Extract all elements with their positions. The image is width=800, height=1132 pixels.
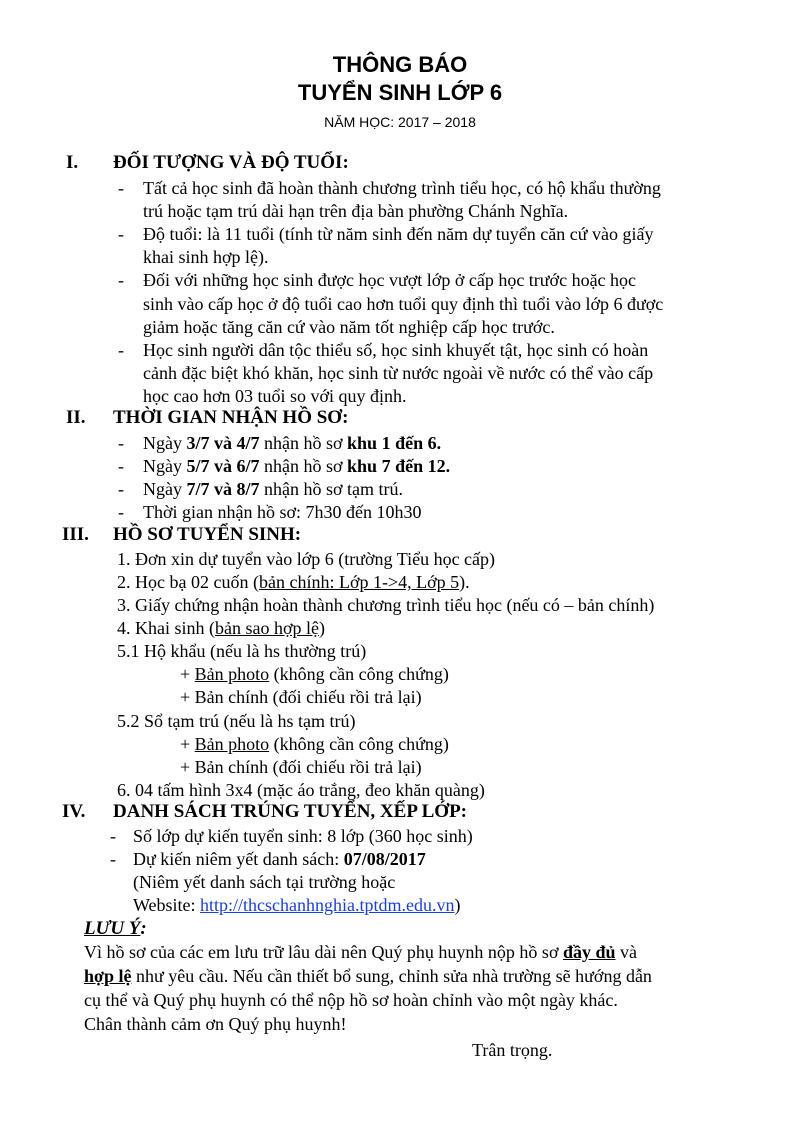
s2-row3 bbox=[143, 479, 403, 500]
s1-b1-line1: Tất cả học sinh đã hoàn thành chương trình tiểu học, có hộ khẩu thường bbox=[143, 178, 661, 198]
note-colon: : bbox=[140, 918, 147, 939]
section-4-number: IV. bbox=[62, 801, 86, 822]
text: nhận hồ sơ bbox=[259, 433, 348, 453]
emphasis-valid: hợp lệ bbox=[84, 966, 132, 986]
text: (không cần công chứng) bbox=[269, 734, 449, 754]
text: Ngày bbox=[143, 433, 187, 453]
s3-item5-2: 5.2 Sổ tạm trú (nếu là hs tạm trú) bbox=[117, 711, 356, 731]
doc-title-1: THÔNG BÁO bbox=[332, 52, 468, 77]
text: + bbox=[180, 664, 195, 684]
section-1-title: ĐỐI TƯỢNG VÀ ĐỘ TUỔI: bbox=[113, 152, 349, 173]
s1-b1-line2: trú hoặc tạm trú dài hạn trên địa bàn phường Chánh Nghĩa. bbox=[143, 201, 569, 221]
bullet-dash: - bbox=[110, 849, 116, 869]
text: ). bbox=[459, 572, 470, 592]
s3-item5-1: 5.1 Hộ khẩu (nếu là hs thường trú) bbox=[117, 641, 367, 661]
note-title bbox=[84, 918, 147, 940]
note-line3: cụ thể và Quý phụ huynh có thể nộp hồ sơ hoàn chỉnh vào một ngày khác. bbox=[84, 990, 618, 1010]
text: 2. Học bạ 02 cuốn ( bbox=[117, 572, 259, 592]
s1-b2-line2: khai sinh hợp lệ). bbox=[143, 247, 269, 267]
note-line1 bbox=[84, 942, 637, 963]
s1-b2-line1: Độ tuổi: là 11 tuổi (tính từ năm sinh đến năm dự tuyển căn cứ vào giấy bbox=[143, 224, 654, 244]
s4-row3: (Niêm yết danh sách tại trường hoặc bbox=[133, 872, 396, 892]
s3-item5-2-photo bbox=[180, 734, 449, 755]
s1-b4-line3: học cao hơn 03 tuổi so với quy định. bbox=[143, 386, 407, 406]
bullet-dash: - bbox=[118, 178, 124, 198]
s1-b3-line1: Đối với những học sinh được học vượt lớp ở cấp học trước hoặc học bbox=[143, 270, 637, 290]
s2-row2 bbox=[143, 456, 450, 477]
bullet-dash: - bbox=[110, 826, 116, 846]
note-title-text: LƯU Ý bbox=[84, 918, 141, 939]
underlined-text: Bản photo bbox=[194, 734, 270, 754]
bullet-dash: - bbox=[118, 502, 124, 522]
underlined-text: bản chính: Lớp 1->4, Lớp 5 bbox=[258, 572, 460, 592]
s4-row2 bbox=[133, 849, 426, 870]
section-3-title: HỒ SƠ TUYỂN SINH: bbox=[113, 524, 302, 545]
text: như yêu cầu. Nếu cần thiết bổ sung, chỉnh sửa nhà trường sẽ hướng dẫn bbox=[131, 966, 652, 986]
text: Dự kiến niêm yết danh sách: bbox=[133, 849, 344, 869]
text: Website: bbox=[133, 895, 201, 915]
text: ) bbox=[319, 618, 325, 638]
bullet-dash: - bbox=[118, 340, 124, 360]
bullet-dash: - bbox=[118, 479, 124, 499]
bullet-dash: - bbox=[118, 224, 124, 244]
s1-b4-line2: cảnh đặc biệt khó khăn, học sinh từ nước ngoài về nước có thể vào cấp bbox=[143, 363, 654, 383]
section-1-number: I. bbox=[66, 152, 79, 173]
note-line2 bbox=[84, 966, 652, 987]
area-range: khu 7 đến 12. bbox=[347, 456, 451, 476]
doc-title-2: TUYỂN SINH LỚP 6 bbox=[297, 80, 503, 105]
s1-b4-line1: Học sinh người dân tộc thiểu số, học sinh khuyết tật, học sinh có hoàn bbox=[143, 340, 649, 360]
date-range: 3/7 và 4/7 bbox=[186, 433, 260, 453]
s2-row1 bbox=[143, 433, 441, 454]
emphasis-complete: đầy đủ bbox=[562, 942, 616, 962]
bullet-dash: - bbox=[118, 456, 124, 476]
s2-row4: Thời gian nhận hồ sơ: 7h30 đến 10h30 bbox=[143, 502, 422, 522]
s3-item5-1-photo bbox=[180, 664, 449, 685]
text: nhận hồ sơ bbox=[259, 456, 348, 476]
underlined-text: bản sao hợp lệ bbox=[215, 618, 319, 638]
text: 4. Khai sinh ( bbox=[117, 618, 215, 638]
date-range: 7/7 và 8/7 bbox=[186, 479, 260, 499]
text: và bbox=[615, 942, 638, 962]
s3-item5-2-original: + Bản chính (đối chiếu rồi trả lại) bbox=[180, 757, 422, 777]
section-2-title: THỜI GIAN NHẬN HỒ SƠ: bbox=[113, 407, 349, 428]
s1-b3-line3: giảm hoặc tăng căn cứ vào năm tốt nghiệp cấp học trước. bbox=[143, 317, 555, 337]
closing-signature: Trân trọng. bbox=[472, 1040, 553, 1060]
section-2-number: II. bbox=[66, 407, 86, 428]
s3-item3: 3. Giấy chứng nhận hoàn thành chương trình tiểu học (nếu có – bản chính) bbox=[117, 595, 655, 615]
s4-row4 bbox=[133, 895, 461, 916]
s3-item6: 6. 04 tấm hình 3x4 (mặc áo trắng, đeo khăn quàng) bbox=[117, 780, 485, 800]
s3-item5-1-original: + Bản chính (đối chiếu rồi trả lại) bbox=[180, 687, 422, 707]
website-link[interactable]: http://thcschanhnghia.tptdm.edu.vn bbox=[200, 895, 455, 915]
posting-date: 07/08/2017 bbox=[343, 849, 426, 869]
section-3-number: III. bbox=[62, 524, 89, 545]
area-range: khu 1 đến 6. bbox=[347, 433, 442, 453]
text: Ngày bbox=[143, 479, 187, 499]
school-year: NĂM HỌC: 2017 – 2018 bbox=[324, 114, 476, 130]
s3-item1: 1. Đơn xin dự tuyển vào lớp 6 (trường Tiểu học cấp) bbox=[117, 549, 496, 569]
s3-item4 bbox=[117, 618, 325, 639]
text: (không cần công chứng) bbox=[269, 664, 449, 684]
note-line4: Chân thành cảm ơn Quý phụ huynh! bbox=[84, 1014, 347, 1034]
section-4-title: DANH SÁCH TRÚNG TUYỂN, XẾP LỚP: bbox=[113, 801, 468, 822]
text: Vì hồ sơ của các em lưu trữ lâu dài nên Quý phụ huynh nộp hồ sơ bbox=[84, 942, 563, 962]
s1-b3-line2: sinh vào cấp học ở độ tuổi cao hơn tuổi quy định thì tuổi vào lớp 6 được bbox=[143, 294, 664, 314]
bullet-dash: - bbox=[118, 270, 124, 290]
underlined-text: Bản photo bbox=[194, 664, 270, 684]
text: + bbox=[180, 734, 195, 754]
bullet-dash: - bbox=[118, 433, 124, 453]
text: nhận hồ sơ tạm trú. bbox=[259, 479, 404, 499]
s4-row1: Số lớp dự kiến tuyển sinh: 8 lớp (360 học sinh) bbox=[133, 826, 473, 846]
text: Ngày bbox=[143, 456, 187, 476]
date-range: 5/7 và 6/7 bbox=[186, 456, 260, 476]
text: ) bbox=[454, 895, 461, 915]
s3-item2 bbox=[117, 572, 470, 593]
